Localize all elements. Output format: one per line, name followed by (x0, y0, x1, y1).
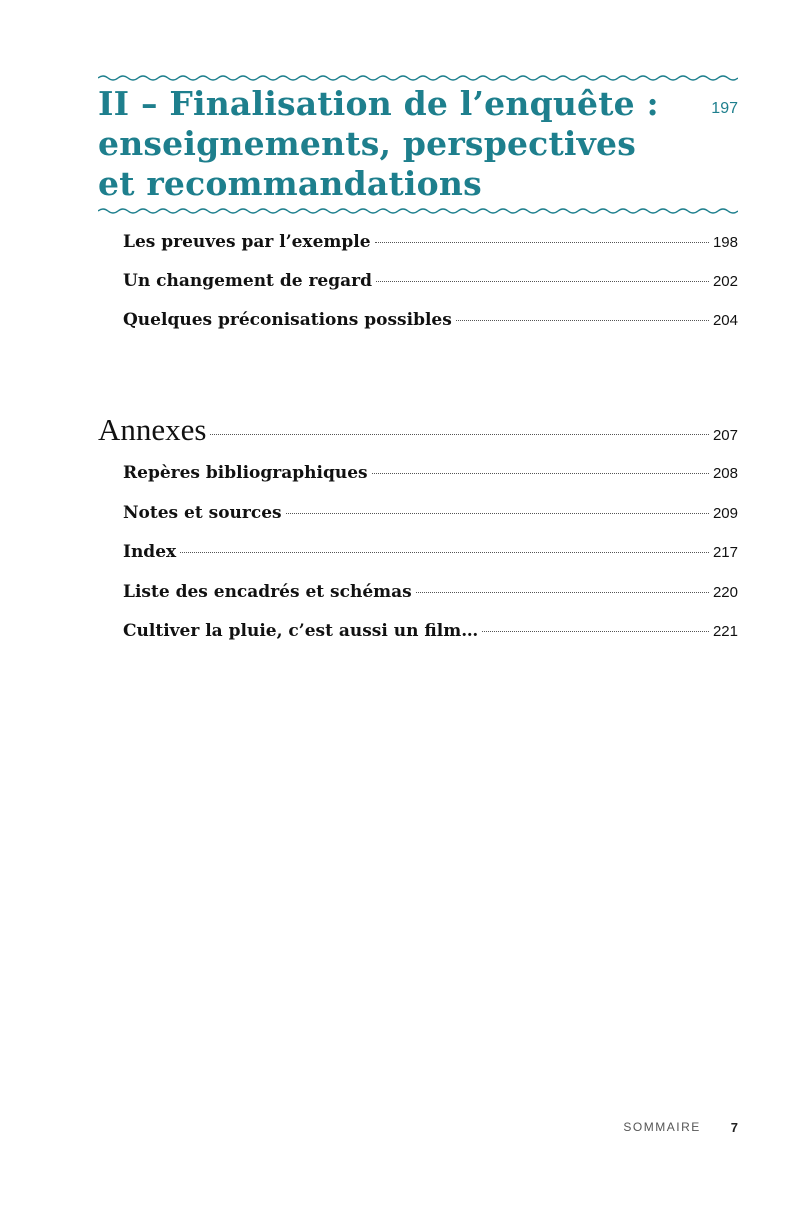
dot-leader (210, 434, 708, 435)
toc-entry-page: 217 (712, 544, 738, 561)
page-footer (623, 1120, 738, 1135)
wave-divider-bottom (98, 207, 738, 215)
dot-leader (286, 513, 709, 514)
toc-entry-page: 208 (712, 465, 738, 482)
toc-entry[interactable] (123, 542, 738, 562)
toc-entry-page: 209 (712, 505, 738, 522)
toc-entry-label: Quelques préconisations possibles (123, 310, 452, 330)
toc-entry-label: Cultiver la pluie, c’est aussi un film… (123, 621, 479, 641)
dot-leader (375, 242, 709, 243)
toc-entry-page: 198 (712, 234, 738, 251)
wave-divider-top (98, 74, 738, 82)
annexes-page: 207 (712, 427, 738, 444)
toc-entry-label: Liste des encadrés et schémas (123, 582, 412, 602)
toc-entry[interactable] (123, 310, 738, 330)
section-title-line: et recommandations (98, 164, 482, 203)
toc-entry-label: Notes et sources (123, 503, 282, 523)
dot-leader (180, 552, 709, 553)
footer-page-number: 7 (730, 1120, 738, 1135)
footer-label: SOMMAIRE (623, 1120, 701, 1134)
dot-leader (372, 473, 709, 474)
toc-entry-label: Les preuves par l’exemple (123, 232, 371, 252)
toc-entry-label: Index (123, 542, 177, 562)
dot-leader (376, 281, 709, 282)
toc-entry[interactable] (123, 621, 738, 641)
section-title[interactable] (98, 84, 658, 204)
annexes-heading[interactable] (98, 412, 738, 448)
dot-leader (416, 592, 709, 593)
annexes-label: Annexes (98, 412, 207, 447)
toc-entry-page: 221 (712, 623, 738, 640)
toc-entry-page: 202 (712, 273, 738, 290)
dot-leader (482, 631, 709, 632)
section-title-line: enseignements, perspectives (98, 124, 636, 163)
toc-entry-page: 204 (712, 312, 738, 329)
toc-entry-page: 220 (712, 584, 738, 601)
toc-entry[interactable] (123, 463, 738, 483)
toc-entry-label: Un changement de regard (123, 271, 372, 291)
toc-entry[interactable] (123, 503, 738, 523)
toc-entry[interactable] (123, 232, 738, 252)
dot-leader (456, 320, 709, 321)
section-title-line: II – Finalisation de l’enquête : (98, 84, 659, 123)
toc-entry[interactable] (123, 582, 738, 602)
toc-entry[interactable] (123, 271, 738, 291)
section-page-number: 197 (711, 100, 738, 117)
toc-entry-label: Repères bibliographiques (123, 463, 368, 483)
